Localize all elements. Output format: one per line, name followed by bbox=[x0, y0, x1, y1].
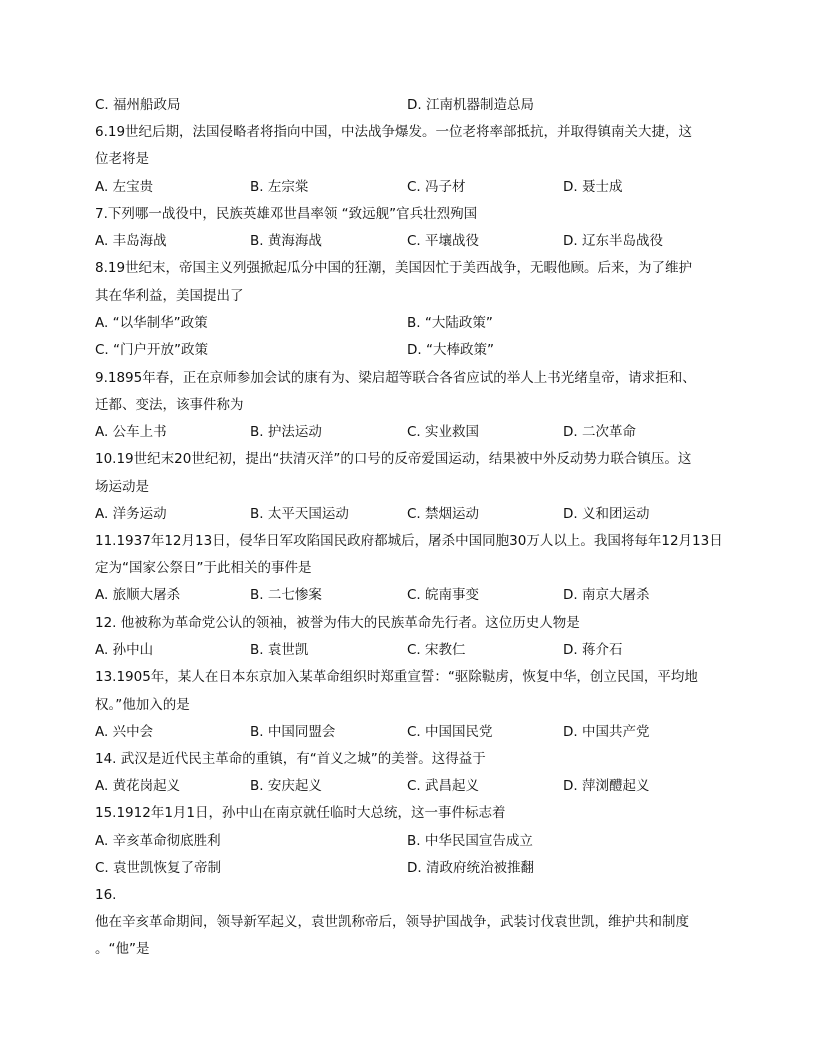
q14-option-d: D. 萍浏醴起义 bbox=[563, 778, 650, 794]
q14-option-a: A. 黄花岗起义 bbox=[95, 778, 181, 794]
q15-option-b: B. 中华民国宣告成立 bbox=[407, 833, 533, 849]
q10-option-a: A. 洋务运动 bbox=[95, 506, 167, 522]
q8-stem-line2: 其在华利益，美国提出了 bbox=[95, 288, 244, 304]
q8-option-b: B. “大陆政策” bbox=[407, 315, 493, 331]
q13-option-b: B. 中国同盟会 bbox=[250, 724, 336, 740]
q9-options-row bbox=[95, 423, 735, 441]
q6-option-a: A. 左宝贵 bbox=[95, 179, 154, 195]
q13-stem-line1: 13.1905年，某人在日本东京加入某革命组织时郑重宣誓：“驱除鞑虏，恢复中华，创立民国，平均地 bbox=[95, 669, 698, 685]
q14-options-row bbox=[95, 777, 735, 795]
q11-option-b: B. 二七惨案 bbox=[250, 587, 322, 603]
q16-number: 16. bbox=[95, 887, 117, 903]
q7-options-row bbox=[95, 232, 735, 250]
q7-stem-line1: 7.下列哪一战役中，民族英雄邓世昌率领 “致远舰”官兵壮烈殉国 bbox=[95, 206, 478, 222]
q8-option-d: D. “大棒政策” bbox=[407, 342, 494, 358]
q6-option-c: C. 冯子材 bbox=[407, 179, 466, 195]
q5-option-c: C. 福州船政局 bbox=[95, 97, 181, 113]
q10-stem-line1: 10.19世纪末20世纪初，提出“扶清灭洋”的口号的反帝爱国运动，结果被中外反动势力联合镇压。这 bbox=[95, 451, 692, 467]
q5-option-d: D. 江南机器制造总局 bbox=[407, 97, 534, 113]
q13-option-a: A. 兴中会 bbox=[95, 724, 154, 740]
q7-option-a: A. 丰岛海战 bbox=[95, 233, 167, 249]
q10-option-b: B. 太平天国运动 bbox=[250, 506, 349, 522]
q15-stem-line1: 15.1912年1月1日，孙中山在南京就任临时大总统，这一事件标志着 bbox=[95, 805, 506, 821]
q7-option-b: B. 黄海海战 bbox=[250, 233, 322, 249]
q7-option-d: D. 辽东半岛战役 bbox=[563, 233, 663, 249]
q15-option-c: C. 袁世凯恢复了帝制 bbox=[95, 860, 222, 876]
q11-option-d: D. 南京大屠杀 bbox=[563, 587, 650, 603]
q8-option-a: A. “以华制华”政策 bbox=[95, 315, 208, 331]
q6-option-d: D. 聂士成 bbox=[563, 179, 623, 195]
q14-option-b: B. 安庆起义 bbox=[250, 778, 322, 794]
q10-options-row bbox=[95, 505, 735, 523]
q5-options-row bbox=[95, 96, 735, 114]
q10-option-c: C. 禁烟运动 bbox=[407, 506, 480, 522]
q7-option-c: C. 平壤战役 bbox=[407, 233, 480, 249]
q13-option-c: C. 中国国民党 bbox=[407, 724, 493, 740]
q11-stem-line1: 11.1937年12月13日，侵华日军攻陷国民政府都城后，屠杀中国同胞30万人以上。我国将每年12月13日 bbox=[95, 533, 723, 549]
q11-options-row bbox=[95, 586, 735, 604]
q11-stem-line2: 定为“国家公祭日”于此相关的事件是 bbox=[95, 560, 312, 576]
q9-stem-line1: 9.1895年春，正在京师参加会试的康有为、梁启超等联合各省应试的举人上书光绪皇帝，请求拒和、 bbox=[95, 370, 696, 386]
q15-options-row-1 bbox=[95, 832, 735, 850]
q6-stem-line1: 6.19世纪后期，法国侵略者将指向中国，中法战争爆发。一位老将率部抵抗，并取得镇南关大捷，这 bbox=[95, 124, 693, 140]
q13-stem-line2: 权。”他加入的是 bbox=[95, 697, 190, 713]
q8-options-row-2 bbox=[95, 341, 735, 359]
q9-option-c: C. 实业救国 bbox=[407, 424, 480, 440]
q15-option-a: A. 辛亥革命彻底胜利 bbox=[95, 833, 221, 849]
q16-stem-line1: 他在辛亥革命期间，领导新军起义，袁世凯称帝后，领导护国战争，武装讨伐袁世凯，维护共和制度 bbox=[95, 914, 689, 930]
q10-stem-line2: 场运动是 bbox=[95, 479, 149, 495]
q14-stem-line1: 14. 武汉是近代民主革命的重镇，有“首义之城”的美誉。这得益于 bbox=[95, 751, 486, 767]
q6-stem-line2: 位老将是 bbox=[95, 151, 149, 167]
q9-stem-line2: 迁都、变法，该事件称为 bbox=[95, 397, 244, 413]
q12-stem-line1: 12. 他被称为革命党公认的领袖，被誉为伟大的民族革命先行者。这位历史人物是 bbox=[95, 615, 580, 631]
q14-option-c: C. 武昌起义 bbox=[407, 778, 480, 794]
q12-option-c: C. 宋教仁 bbox=[407, 642, 466, 658]
q16-stem-line2: 。“他”是 bbox=[95, 941, 150, 957]
q13-option-d: D. 中国共产党 bbox=[563, 724, 650, 740]
q12-option-d: D. 蒋介石 bbox=[563, 642, 623, 658]
q10-option-d: D. 义和团运动 bbox=[563, 506, 650, 522]
q6-options-row bbox=[95, 178, 735, 196]
q15-option-d: D. 清政府统治被推翻 bbox=[407, 860, 534, 876]
q11-option-a: A. 旅顺大屠杀 bbox=[95, 587, 181, 603]
q6-option-b: B. 左宗棠 bbox=[250, 179, 309, 195]
q9-option-a: A. 公车上书 bbox=[95, 424, 167, 440]
q9-option-b: B. 护法运动 bbox=[250, 424, 322, 440]
q9-option-d: D. 二次革命 bbox=[563, 424, 636, 440]
q13-options-row bbox=[95, 723, 735, 741]
q11-option-c: C. 皖南事变 bbox=[407, 587, 480, 603]
q15-options-row-2 bbox=[95, 859, 735, 877]
q8-options-row-1 bbox=[95, 314, 735, 332]
q12-option-b: B. 袁世凯 bbox=[250, 642, 309, 658]
q12-options-row bbox=[95, 641, 735, 659]
q12-option-a: A. 孙中山 bbox=[95, 642, 154, 658]
q8-option-c: C. “门户开放”政策 bbox=[95, 342, 208, 358]
q8-stem-line1: 8.19世纪末，帝国主义列强掀起瓜分中国的狂潮，美国因忙于美西战争，无暇他顾。后来，为了维护 bbox=[95, 260, 693, 276]
